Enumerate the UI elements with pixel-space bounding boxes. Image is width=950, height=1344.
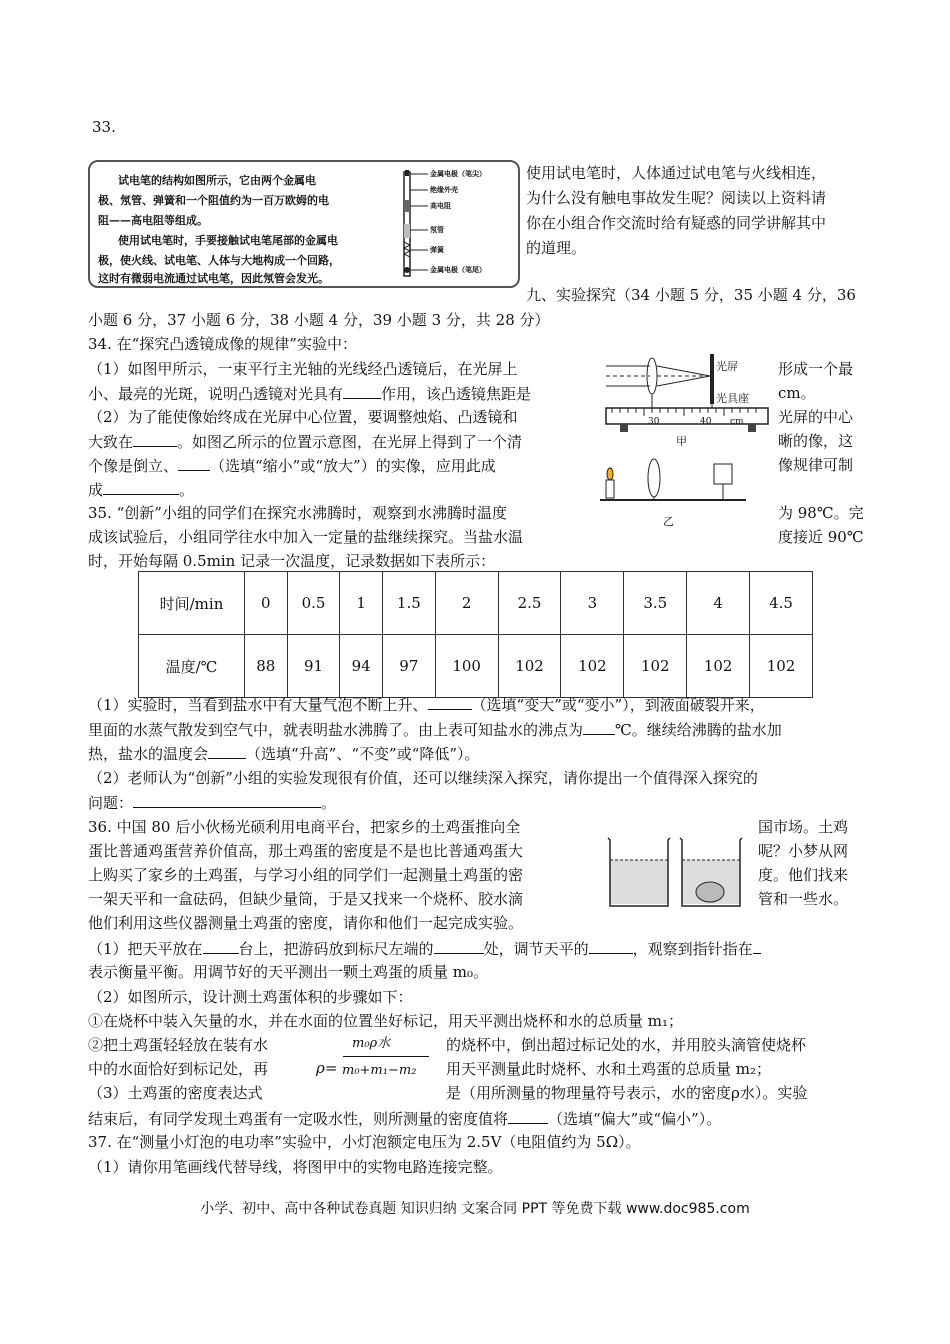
pen-label: 金属电极（笔尖） [430,169,486,178]
q34-text: 个像是倒立、 （选填“缩小”或“放大”）的实像，应用此成 [88,457,496,475]
formula-rho: ρ= [316,1059,338,1077]
q35-text: 35. “创新”小组的同学们在探究水沸腾时，观察到水沸腾时温度 [88,504,507,522]
q36-text: 用天平测量此时烧杯、水和土鸡蛋的总质量 m₂； [446,1060,772,1078]
fig-label: 光屏 [716,360,738,373]
answer-blank[interactable] [753,941,761,954]
pen-label: 高电阻 [430,201,451,210]
table-cell: 94 [340,635,383,698]
q36-text: （3）土鸡蛋的密度表达式 [88,1084,263,1102]
table-header-cell: 温度/℃ [139,635,245,698]
q35-text: 里面的水蒸气散发到空气中，就表明盐水沸腾了。由上表可知盐水的沸点为 ℃。继续给沸腾的盐水加 [88,721,782,739]
fig-tick: 40 [700,417,712,427]
table-cell: 2 [435,572,498,635]
fig-tick: cm [730,417,744,427]
info-line: 阻——高电阻等组成。 [98,214,208,227]
q34-text: 晰的像，这 [778,432,854,450]
answer-blank[interactable] [343,386,381,399]
table-cell: 102 [750,635,813,698]
q35-text: 度接近 90℃ [778,528,864,546]
q36-text: 结束后，有同学发现土鸡蛋有一定吸水性，则所测量的密度值将 （选填“偏大”或“偏小”）。 [88,1110,722,1128]
fig-tick: 30 [648,417,660,427]
answer-blank[interactable] [583,722,615,735]
q34-text: 成 。 [88,481,195,499]
table-cell: 97 [382,635,435,698]
table-cell: 88 [245,635,288,698]
table-cell: 102 [687,635,750,698]
question-number-33: 33. [92,118,116,136]
table-header-cell: 时间/min [139,572,245,635]
q33-text: 你在小组合作交流时给有疑惑的同学讲解其中 [526,214,827,232]
info-line: 使用试电笔时，手要接触试电笔尾部的金属电 [118,234,338,247]
q37-text: 37. 在“测量小灯泡的电功率”实验中，小灯泡额定电压为 2.5V（电阻值约为 5Ω）。 [88,1133,641,1151]
answer-blank[interactable] [133,795,321,808]
table-cell: 102 [498,635,561,698]
formula-bar [343,1056,429,1057]
info-line: 极，使火线、试电笔、人体与大地构成一个回路， [98,254,340,267]
table-cell: 102 [561,635,624,698]
q34-text: 光屏的中心 [778,408,854,426]
table-cell: 2.5 [498,572,561,635]
table-cell: 91 [287,635,340,698]
section-heading: 小题 6 分，37 小题 6 分，38 小题 4 分，39 小题 3 分，共 28 分） [88,311,550,329]
answer-blank[interactable] [178,458,210,471]
table-cell: 102 [624,635,687,698]
q36-text: 36. 中国 80 后小伙杨光硕利用电商平台，把家乡的土鸡蛋推向全 [88,818,521,836]
q36-text: 他们利用这些仪器测量土鸡蛋的密度，请你和他们一起完成实验。 [88,914,524,932]
fig-caption: 甲 [676,435,687,448]
q36-text: 蛋比普通鸡蛋营养价值高，那土鸡蛋的密度是不是也比普通鸡蛋大 [88,842,524,860]
pen-label: 金属电极（笔尾） [430,265,486,274]
section-heading: 九、实验探究（34 小题 5 分，35 小题 4 分，36 [526,286,856,304]
info-line: 这时有微弱电流通过试电笔，因此氖管会发光。 [98,272,329,285]
boiling-data-table [138,571,813,698]
q36-text: 国市场。土鸡 [758,818,849,836]
q34-text: （1）如图甲所示，一束平行主光轴的光线经凸透镜后，在光屏上 [88,360,518,378]
q35-text: （2）老师认为“创新”小组的实验发现很有价值，还可以继续深入探究，请你提出一个值得深入探究的 [88,769,758,787]
q33-text: 使用试电笔时，人体通过试电笔与火线相连， [526,164,827,182]
info-line: 极、氖管、弹簧和一个阻值约为一百万欧姆的电 [98,194,329,207]
table-cell: 0.5 [287,572,340,635]
table-cell: 1 [340,572,383,635]
table-cell: 3.5 [624,572,687,635]
q35-text: 热，盐水的温度会 （选填“升高”、“不变”或“降低”）。 [88,745,480,763]
page-footer: 小学、初中、高中各种试卷真题 知识归纳 文案合同 PPT 等免费下载 www.doc985.com [200,1201,750,1217]
info-line: 试电笔的结构如图所示，它由两个金属电 [118,174,316,187]
answer-blank[interactable] [434,941,484,954]
q36-text: 一架天平和一盒砝码，但缺少量筒，于是又找来一个烧杯、胶水滴 [88,890,524,908]
q36-text: 的烧杯中，倒出超过标记处的水，并用胶头滴管使烧杯 [446,1036,807,1054]
answer-blank[interactable] [428,697,472,710]
formula-denominator: m₀+m₁−m₂ [342,1063,417,1078]
q36-text: 上购买了家乡的土鸡蛋，与学习小组的同学们一起测量土鸡蛋的密 [88,866,524,884]
lens-figure-yi [598,456,748,508]
table-row [139,572,813,635]
q34-title: 34. 在“探究凸透镜成像的规律”实验中： [88,335,357,353]
table-cell: 100 [435,635,498,698]
table-cell: 0 [245,572,288,635]
q36-text: 中的水面恰好到标记处，再 [88,1060,269,1078]
q33-text: 为什么没有触电事故发生呢？阅读以上资料请 [526,189,827,207]
table-cell: 1.5 [382,572,435,635]
answer-blank[interactable] [203,941,239,954]
q36-text: 呢？小梦从网 [758,842,849,860]
q36-text: ①在烧杯中装入矢量的水，并在水面的位置坐好标记，用天平测出烧杯和水的总质量 m₁； [88,1012,684,1030]
answer-blank[interactable] [208,746,246,759]
answer-blank[interactable] [589,941,633,954]
answer-blank[interactable] [508,1111,548,1124]
pen-label: 弹簧 [430,245,444,254]
q36-text: 是（用所测量的物理量符号表示，水的密度ρ水）。实验 [446,1084,808,1102]
q36-text: （2）如图所示，设计测土鸡蛋体积的步骤如下： [88,988,413,1006]
table-row [139,635,813,698]
q34-text: cm。 [778,384,816,402]
table-cell: 4.5 [750,572,813,635]
answer-blank[interactable] [133,434,177,447]
q34-text: 大致在 。如图乙所示的位置示意图，在光屏上得到了一个清 [88,433,523,451]
formula-numerator: m₀ρ水 [352,1036,391,1051]
q36-text: 度。他们找来 [758,866,849,884]
q36-text: ②把土鸡蛋轻轻放在装有水 [88,1036,269,1054]
q34-text: 像规律可制 [778,456,854,474]
beakers-figure [604,832,754,912]
table-cell: 3 [561,572,624,635]
q35-text: 为 98℃。完 [778,504,864,522]
q36-text: 表示衡量平衡。用调节好的天平测出一颗土鸡蛋的质量 m₀。 [88,963,489,981]
answer-blank[interactable] [103,482,179,495]
q37-text: （1）请你用笔画线代替导线，将图甲中的实物电路连接完整。 [88,1158,503,1176]
q33-text: 的道理。 [526,239,587,257]
fig-label: 光具座 [716,392,749,405]
table-cell: 4 [687,572,750,635]
q35-text: 时，开始每隔 0.5min 记录一次温度，记录数据如下表所示： [88,552,496,570]
q35-text: 成该试验后，小组同学往水中加入一定量的盐继续探究。当盐水温 [88,528,524,546]
q35-text: 问题： 。 [88,794,337,812]
q34-text: 形成一个最 [778,360,854,378]
q34-text: 小、最亮的光斑，说明凸透镜对光具有 作用，该凸透镜焦距是 [88,385,532,403]
q34-text: （2）为了能使像始终成在光屏中心位置，要调整烛焰、凸透镜和 [88,408,518,426]
q35-text: （1）实验时，当看到盐水中有大量气泡不断上升、 （选填“变大”或“变小”），到液面破裂开来， [88,696,765,714]
pen-label: 绝缘外壳 [430,185,458,194]
q36-text: 管和一些水。 [758,890,849,908]
q36-text: （1）把天平放在 台上，把游码放到标尺左端的 处，调节天平的 ，观察到指针指在 [88,941,761,957]
fig-caption: 乙 [663,515,674,528]
pen-label: 氖管 [430,225,444,234]
tester-pen-info-box [88,160,520,288]
